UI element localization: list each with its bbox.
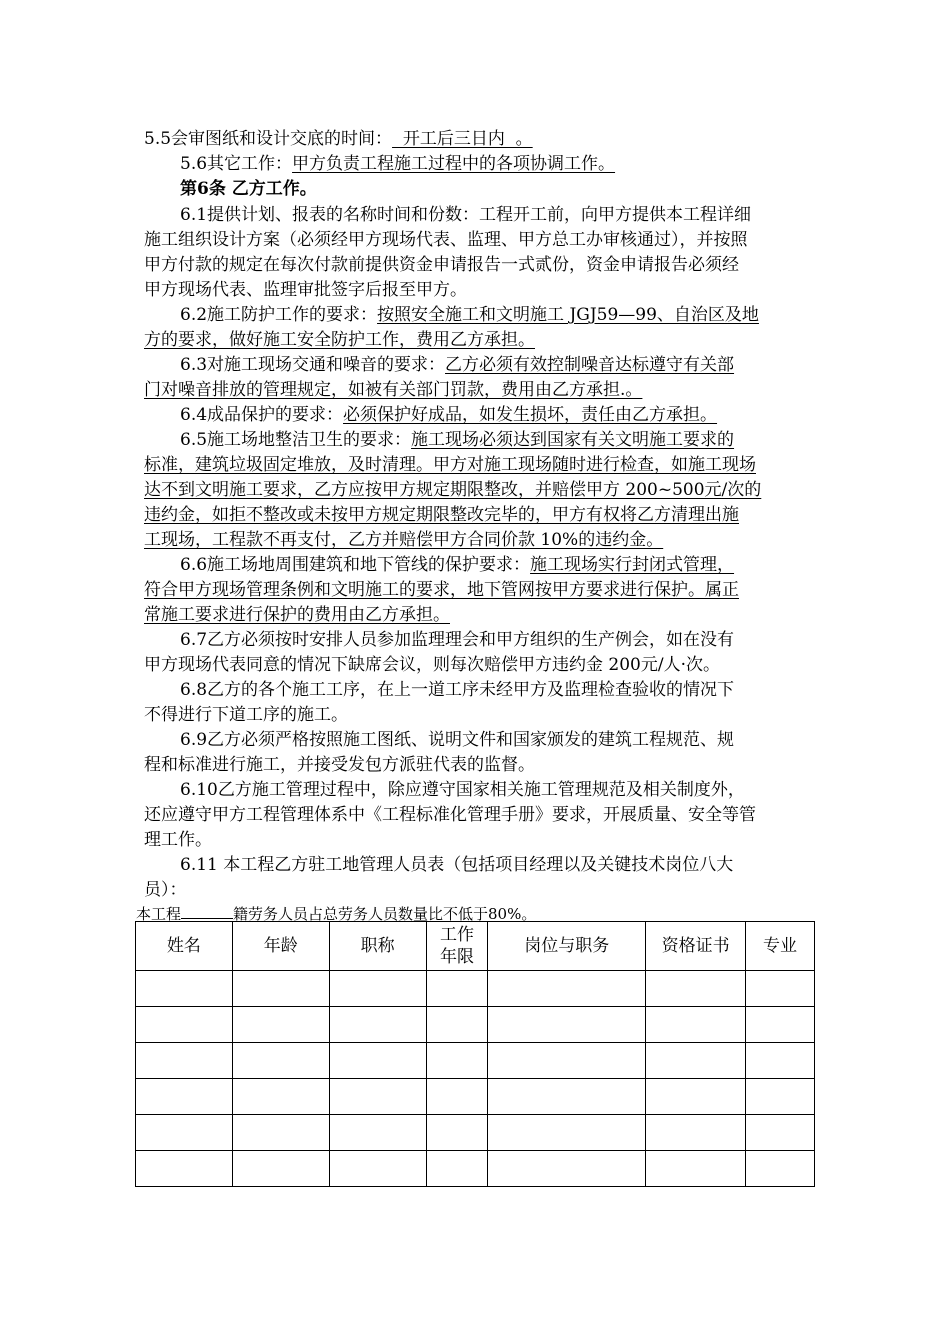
table-cell[interactable] (426, 1043, 488, 1079)
table-row (136, 1007, 815, 1043)
clause-6-6-line-1 (180, 553, 734, 577)
table-cell[interactable] (426, 971, 488, 1007)
clause-6-6-line-3: 常施工要求进行保护的费用由乙方承担。 (144, 605, 450, 625)
table-header-row (136, 922, 815, 971)
header-work-years-line-2: 年限 (439, 947, 474, 967)
clause-6-5-line-5: 工现场，工程款不再支付，乙方并赔偿甲方合同价款 10%的违约金。 (144, 530, 664, 550)
clause-underlined-text: 施工现场实行封闭式管理， (530, 555, 735, 575)
clause-6-5-line-4: 违约金，如拒不整改或未按甲方规定期限整改完毕的，甲方有权将乙方清理出施 (144, 505, 739, 525)
header-specialty: 专业 (746, 922, 815, 971)
table-cell[interactable] (646, 1151, 746, 1187)
table-cell[interactable] (136, 1115, 233, 1151)
clause-6-9-line-1: 6.9乙方必须严格按照施工图纸、说明文件和国家颁发的建筑工程规范、规 (180, 730, 735, 750)
header-age: 年龄 (232, 922, 329, 971)
labor-note-prefix: 本工程 (136, 905, 182, 923)
table-cell[interactable] (488, 971, 646, 1007)
clause-6-10-line-1: 6.10乙方施工管理过程中，除应遵守国家相关施工管理规范及相关制度外， (180, 780, 745, 800)
table-cell[interactable] (329, 971, 426, 1007)
table-cell[interactable] (746, 1115, 815, 1151)
header-work-years (426, 922, 488, 971)
clause-6-10-line-3: 理工作。 (144, 830, 212, 850)
clause-6-6-line-2: 符合甲方现场管理条例和文明施工的要求，地下管网按甲方要求进行保护。属正 (144, 580, 739, 600)
table-cell[interactable] (646, 1007, 746, 1043)
table-cell[interactable] (426, 1151, 488, 1187)
table-cell[interactable] (646, 1043, 746, 1079)
labor-origin-blank (181, 900, 233, 919)
table-cell[interactable] (426, 1115, 488, 1151)
table-cell[interactable] (232, 971, 329, 1007)
clause-underlined-text: 乙方必须有效控制噪音达标遵守有关部 (445, 355, 735, 375)
table-cell[interactable] (426, 1079, 488, 1115)
table-cell[interactable] (329, 1115, 426, 1151)
labor-note-suffix: 籍劳务人员占总劳务人员数量比不低于80%。 (233, 905, 537, 923)
table-cell[interactable] (488, 1151, 646, 1187)
table-cell[interactable] (329, 1079, 426, 1115)
table-cell[interactable] (426, 1007, 488, 1043)
table-cell[interactable] (646, 971, 746, 1007)
clause-6-3-line-1 (180, 353, 734, 377)
site-staff-table (135, 921, 815, 1187)
clause-6-1-line-2: 施工组织设计方案（必须经甲方现场代表、监理、甲方总工办审核通过），并按照 (144, 230, 748, 250)
table-cell[interactable] (329, 1007, 426, 1043)
clause-underlined-text: 施工现场必须达到国家有关文明施工要求的 (411, 430, 735, 450)
header-name: 姓名 (136, 922, 233, 971)
table-cell[interactable] (136, 1079, 233, 1115)
table-cell[interactable] (232, 1043, 329, 1079)
table-cell[interactable] (136, 1151, 233, 1187)
table-row (136, 1151, 815, 1187)
clause-text: 5.5会审图纸和设计交底的时间： (144, 129, 393, 149)
clause-6-7-line-2: 甲方现场代表同意的情况下缺席会议，则每次赔偿甲方违约金 200元/人·次。 (144, 655, 720, 675)
table-cell[interactable] (232, 1151, 329, 1187)
table-row (136, 1079, 815, 1115)
clause-6-8-line-2: 不得进行下道工序的施工。 (144, 705, 348, 725)
header-work-years-line-1: 工作 (439, 925, 474, 945)
clause-6-5-line-1 (180, 428, 734, 452)
clause-text: 6.4成品保护的要求： (180, 405, 344, 425)
clause-6-2-line-1 (180, 303, 759, 327)
table-cell[interactable] (646, 1115, 746, 1151)
clause-5-5 (144, 127, 533, 151)
table-cell[interactable] (746, 1079, 815, 1115)
table-cell[interactable] (136, 1007, 233, 1043)
clause-6-5-line-2: 标准，建筑垃圾固定堆放，及时清理。甲方对施工现场随时进行检查，如施工现场 (144, 455, 756, 475)
table-row (136, 1043, 815, 1079)
clause-6-8-line-1: 6.8乙方的各个施工工序，在上一道工序未经甲方及监理检查验收的情况下 (180, 680, 735, 700)
table-cell[interactable] (136, 1043, 233, 1079)
table-cell[interactable] (329, 1043, 426, 1079)
clause-6-1-line-1: 6.1提供计划、报表的名称时间和份数：工程开工前，向甲方提供本工程详细 (180, 205, 752, 225)
table-cell[interactable] (746, 1151, 815, 1187)
clause-6-3-line-2: 门对噪音排放的管理规定，如被有关部门罚款，费用由乙方承担.。 (144, 380, 643, 400)
clause-6-9-line-2: 程和标准进行施工，并接受发包方派驻代表的监督。 (144, 755, 535, 775)
clause-6-5-line-3: 达不到文明施工要求，乙方应按甲方规定期限整改，并赔偿甲方 200~500元/次的 (144, 480, 762, 500)
table-cell[interactable] (329, 1151, 426, 1187)
clause-underlined-text: 按照安全施工和文明施工 JGJ59—99、自治区及地 (377, 305, 759, 325)
clause-6-1-line-4: 甲方现场代表、监理审批签字后报至甲方。 (144, 280, 467, 300)
clause-6-11-line-1: 6.11 本工程乙方驻工地管理人员表（包括项目经理以及关键技术岗位八大 (180, 855, 734, 875)
table-cell[interactable] (488, 1115, 646, 1151)
table-row (136, 1115, 815, 1151)
clause-6-7-line-1: 6.7乙方必须按时安排人员参加监理理会和甲方组织的生产例会，如在没有 (180, 630, 735, 650)
clause-6-2-line-2: 方的要求，做好施工安全防护工作，费用乙方承担。 (144, 330, 535, 350)
clause-text: 6.6施工场地周围建筑和地下管线的保护要求： (180, 555, 531, 575)
clause-underlined-text: 必须保护好成品，如发生损坏，责任由乙方承担。 (343, 405, 718, 425)
table-cell[interactable] (232, 1079, 329, 1115)
clause-6-11-line-2: 员）： (144, 880, 187, 900)
table-cell[interactable] (488, 1007, 646, 1043)
clause-underlined-text: 开工后三日内 。 (392, 129, 533, 149)
table-cell[interactable] (232, 1007, 329, 1043)
table-cell[interactable] (232, 1115, 329, 1151)
header-title: 职称 (329, 922, 426, 971)
table-cell[interactable] (746, 1043, 815, 1079)
table-cell[interactable] (746, 971, 815, 1007)
clause-text: 6.2施工防护工作的要求： (180, 305, 378, 325)
clause-6-1-line-3: 甲方付款的规定在每次付款前提供资金申请报告一式贰份，资金申请报告必须经 (144, 255, 739, 275)
article-6-heading: 第6条 乙方工作。 (180, 179, 317, 199)
table-row (136, 971, 815, 1007)
clause-text: 6.3对施工现场交通和噪音的要求： (180, 355, 446, 375)
table-cell[interactable] (488, 1043, 646, 1079)
clause-text: 5.6其它工作： (180, 154, 293, 174)
table-cell[interactable] (488, 1079, 646, 1115)
header-certificate: 资格证书 (646, 922, 746, 971)
clause-5-6 (180, 152, 615, 176)
table-cell[interactable] (136, 971, 233, 1007)
clause-6-4 (180, 403, 717, 427)
header-position: 岗位与职务 (488, 922, 646, 971)
clause-underlined-text: 甲方负责工程施工过程中的各项协调工作。 (292, 154, 616, 174)
clause-6-10-line-2: 还应遵守甲方工程管理体系中《工程标准化管理手册》要求，开展质量、安全等管 (144, 805, 756, 825)
table-cell[interactable] (746, 1007, 815, 1043)
clause-text: 6.5施工场地整洁卫生的要求： (180, 430, 412, 450)
table-cell[interactable] (646, 1079, 746, 1115)
